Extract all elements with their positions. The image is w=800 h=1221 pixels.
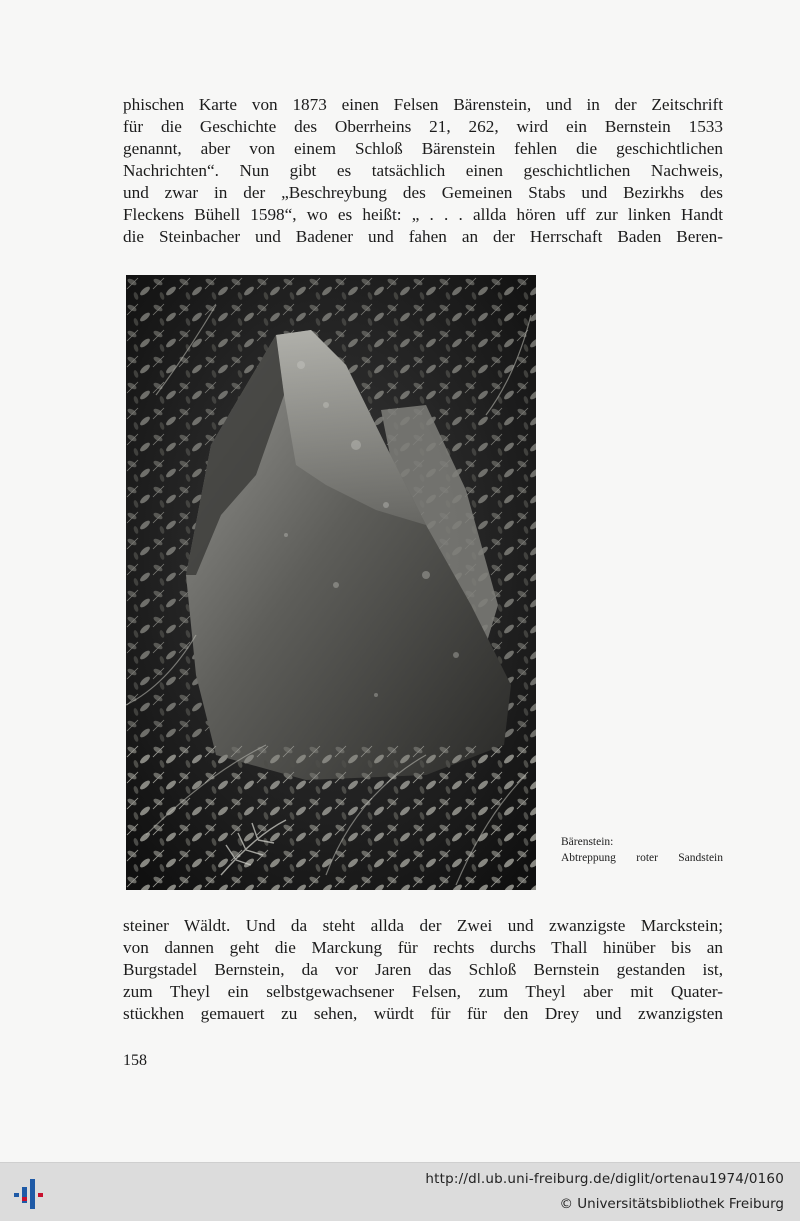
text-line: Fleckens Bühell 1598“, wo es heißt: „ . . . allda hören uff zur linken Handt [123, 205, 723, 224]
text-line: von dannen geht die Marckung für rechts durchs Thall hinüber bis an [123, 938, 723, 957]
copyright-text: © Universitätsbibliothek Freiburg [559, 1196, 784, 1212]
caption-description: Abtreppung roter Sandstein [561, 852, 723, 864]
caption-title: Bärenstein: [561, 836, 614, 848]
text-line: die Steinbacher und Badener und fahen an der Herrschaft Baden Beren- [123, 227, 723, 246]
text-line: Burgstadel Bernstein, da vor Jaren das Schloß Bernstein gestanden ist, [123, 960, 723, 979]
page-number: 158 [123, 1052, 147, 1069]
text-line: und zwar in der „Beschreybung des Gemeinen Stabs und Bezirkhs des [123, 183, 723, 202]
text-line: steiner Wäldt. Und da steht allda der Zwei und zwanzigste Marckstein; [123, 916, 723, 935]
bottom-paragraph [123, 915, 723, 1025]
photo-baerenstein [126, 275, 536, 890]
text-line: stückhen gemauert zu sehen, würdt für für den Drey und zwanzigsten [123, 1004, 723, 1023]
text-line: zum Theyl ein selbstgewachsener Felsen, zum Theyl aber mit Quater- [123, 982, 723, 1001]
text-line: Nachrichten“. Nun gibt es tatsächlich einen geschichtlichen Nachweis, [123, 161, 723, 180]
text-line: genannt, aber von einem Schloß Bärenstein fehlen die geschichtlichen [123, 139, 723, 158]
photo-caption [561, 834, 723, 866]
viewer-footer [0, 1162, 800, 1221]
text-line: phischen Karte von 1873 einen Felsen Bärenstein, und in der Zeitschrift [123, 95, 723, 114]
text-line: für die Geschichte des Oberrheins 21, 262, wird ein Bernstein 1533 [123, 117, 723, 136]
top-paragraph [123, 94, 723, 248]
document-url-link[interactable]: http://dl.ub.uni-freiburg.de/diglit/ortenau1974/0160 [425, 1171, 784, 1187]
ub-freiburg-logo-icon[interactable] [10, 1173, 50, 1213]
